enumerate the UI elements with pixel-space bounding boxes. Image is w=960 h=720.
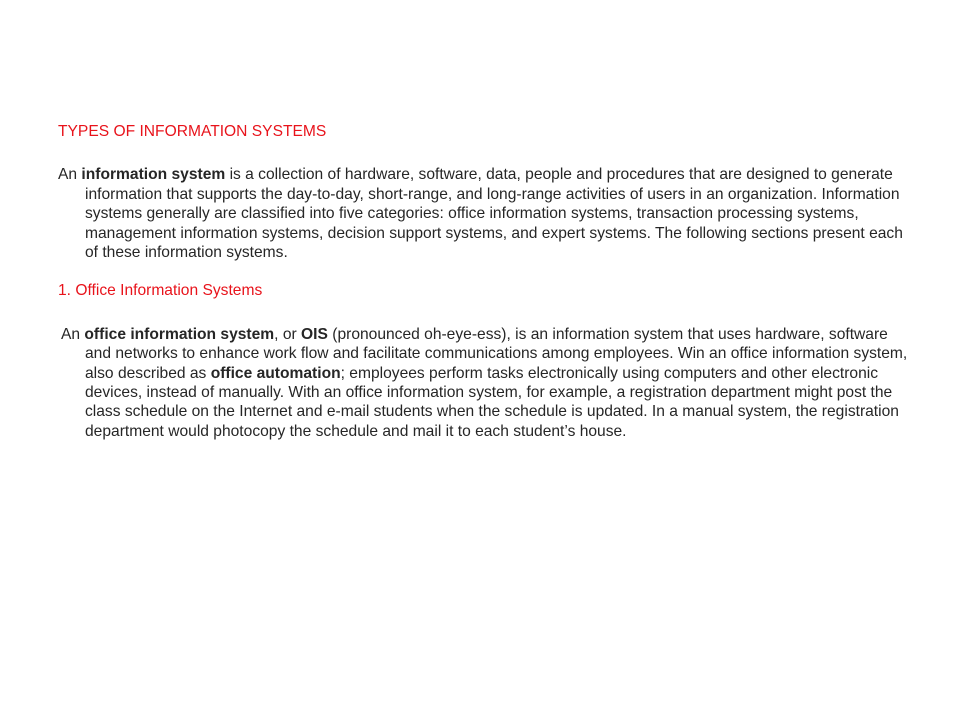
document-body	[58, 122, 908, 460]
document-title: TYPES OF INFORMATION SYSTEMS	[58, 123, 327, 140]
section-heading-office-information-systems: 1. Office Information Systems	[58, 282, 263, 300]
paragraph-intro	[58, 165, 908, 262]
paragraph-ois-tail: ; employees perform tasks electronically using computers and other electronic devices, instead of manually. With an office information system, for example, a registration department might post the class schedule on the Internet and e-mail students when the schedule is updated. In a manual system, the registration department would photocopy the schedule and mail it to each student’s house.	[85, 364, 899, 440]
term-ois: OIS	[301, 325, 328, 343]
term-information-system: information system	[81, 166, 226, 184]
paragraph-ois-mid2: (pronounced oh-eye-ess), is an information system that uses hardware, software and networks to enhance work flow and facilitate communications among employees. Win an office information system, also described as	[85, 325, 908, 382]
paragraph-ois-mid1: , or	[274, 325, 302, 343]
paragraph-intro-text: is a collection of hardware, software, data, people and procedures that are designed to generate information that supports the day-to-day, short-range, and long-range activities of users in an organization. Information systems generally are classified into five categories: office information systems, transaction processing systems, management information systems, decision support systems, and expert systems. The following sections present each of these information systems.	[85, 166, 903, 262]
paragraph-office-information-systems	[58, 325, 908, 441]
term-office-information-system: office information system	[84, 325, 275, 343]
paragraph-ois-lead: An	[61, 325, 85, 343]
paragraph-intro-lead: An	[58, 166, 82, 184]
term-office-automation: office automation	[210, 364, 341, 382]
